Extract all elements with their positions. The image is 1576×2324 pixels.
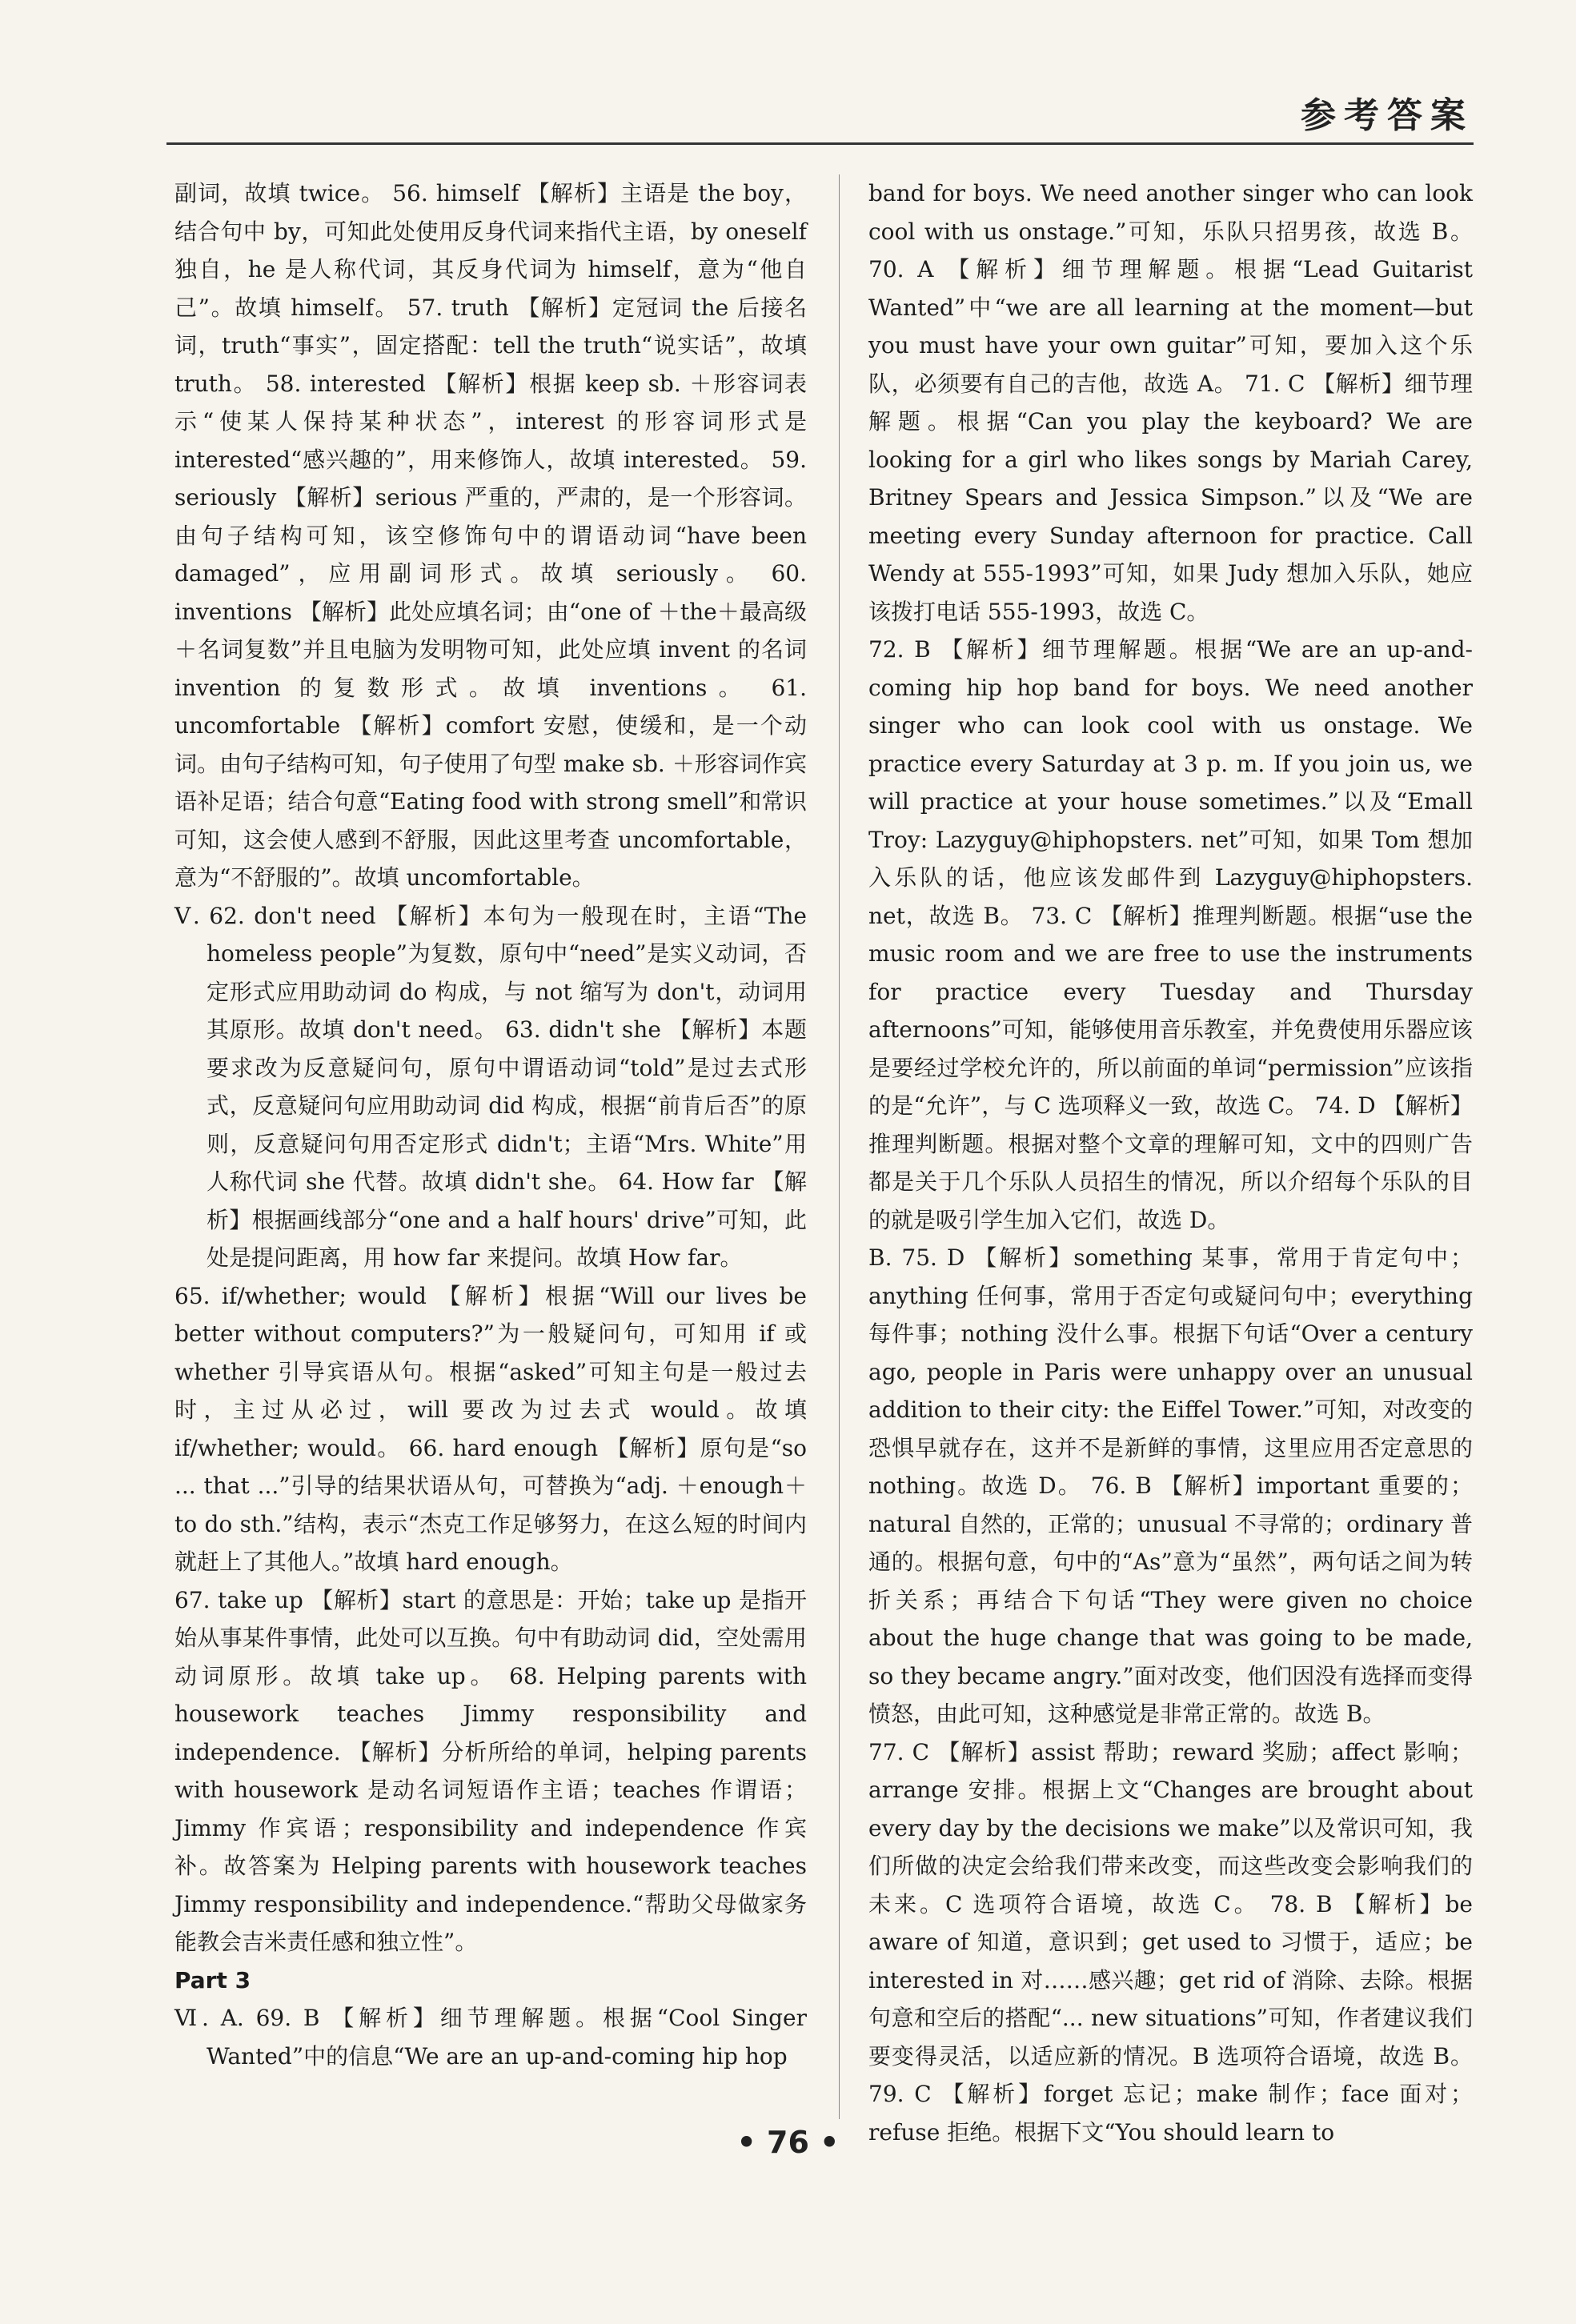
right-column xyxy=(868,174,1473,2151)
part-heading: Part 3 xyxy=(174,1966,251,1993)
answer-paragraph: 72. B 【解析】细节理解题。根据“We are an up-and-coming hip hop band for boys. We need another singer who can look cool with us onstage. We practice every Saturday at 3 p. m. If you join us, we will practice at your house sometimes.”以及“Emall Troy: Lazyguy@hiphopsters. net”可知，如果 Tom 想加入乐队的话，他应该发邮件到 Lazyguy@hiphopsters. net，故选 B。 73. C 【解析】推理判断题。根据“use the music room and we are free to use the instruments for practice every Tuesday and Thursday afternoons”可知，能够使用音乐教室，并免费使用乐器应该是要经过学校允许的，所以前面的单词“permission”应该指的是“允许”，与 C 选项释义一致，故选 C。 74. D 【解析】推理判断题。根据对整个文章的理解可知，文中的四则广告都是关于几个乐队人员招生的情况，所以介绍每个乐队的目的就是吸引学生加入它们，故选 D。 xyxy=(868,636,1473,1233)
column-divider xyxy=(839,174,840,2119)
section-vi-paragraph: Ⅵ. A. 69. B 【解析】细节理解题。根据“Cool Singer Wanted”中的信息“We are an up-and-coming hip hop xyxy=(174,2005,807,2070)
answer-paragraph: 77. C 【解析】assist 帮助；reward 奖励；affect 影响；arrange 安排。根据上文“Changes are brought about every day by the decisions we make”以及常识可知，我们所做的决定会给我们带来改变，而这些改变会影响我们的未来。C 选项符合语境，故选 C。 78. B 【解析】be aware of 知道，意识到；get used to 习惯于，适应；be interested in 对……感兴趣；get rid of 消除、去除。根据句意和空后的搭配“... new situations”可知，作者建议我们要变得灵活，以适应新的情况。B 选项符合语境，故选 B。 79. C 【解析】forget 忘记；make 制作；face 面对；refuse 拒绝。根据下文“You should learn to xyxy=(868,1738,1473,2146)
answer-paragraph: band for boys. We need another singer who can look cool with us onstage.”可知，乐队只招男孩，故选 B。 70. A 【解析】细节理解题。根据“Lead Guitarist Wanted”中“we are all learning at the moment—but you must have your own guitar”可知，要加入这个乐队，必须要有自己的吉他，故选 A。 71. C 【解析】细节理解题。根据“Can you play the keyboard? We are looking for a girl who likes songs by Mariah Carey, Britney Spears and Jessica Simpson.”以及“We are meeting every Sunday afternoon for practice. Call Wendy at 555-1993”可知，如果 Judy 想加入乐队，她应该拨打电话 555-1993，故选 C。 xyxy=(868,180,1473,625)
section-v-paragraph: Ⅴ. 62. don't need 【解析】本句为一般现在时，主语“The homeless people”为复数，原句中“need”是实义动词，否定形式应用助动词 do 构成，与 not 缩写为 don't，动词用其原形。故填 don't need。 63. didn't she 【解析】本题要求改为反意疑问句，原句中谓语动词“told”是过去式形式，反意疑问句应用助动词 did 构成，根据“前肯后否”的原则，反意疑问句用否定形式 didn't；主语“Mrs. White”用人称代词 she 代替。故填 didn't she。 64. How far 【解析】根据画线部分“one and a half hours' drive”可知，此处是提问距离，用 how far 来提问。故填 How far。 xyxy=(174,902,807,1271)
answer-paragraph: 副词，故填 twice。 56. himself 【解析】主语是 the boy，结合句中 by，可知此处使用反身代词来指代主语，by oneself 独自，he 是人称代词，其反身代词为 himself，意为“他自己”。故填 himself。 57. truth 【解析】定冠词 the 后接名词，truth“事实”，固定搭配：tell the truth“说实话”，故填 truth。 58. interested 【解析】根据 keep sb. ＋形容词表示“使某人保持某种状态”，interest 的形容词形式是 interested“感兴趣的”，用来修饰人，故填 interested。 59. seriously 【解析】serious 严重的，严肃的，是一个形容词。由句子结构可知，该空修饰句中的谓语动词“have been damaged”，应用副词形式。故填 seriously。 60. inventions 【解析】此处应填名词；由“one of ＋the＋最高级＋名词复数”并且电脑为发明物可知，此处应填 invent 的名词 invention 的复数形式。故填 inventions。 61. uncomfortable 【解析】comfort 安慰，使缓和，是一个动词。由句子结构可知，句子使用了句型 make sb. ＋形容词作宾语补足语；结合句意“Eating food with strong smell”和常识可知，这会使人感到不舒服，因此这里考查 uncomfortable，意为“不舒服的”。故填 uncomfortable。 xyxy=(174,180,807,891)
answer-paragraph: 65. if/whether; would 【解析】根据“Will our lives be better without computers?”为一般疑问句，可知用 if 或 whether 引导宾语从句。根据“asked”可知主句是一般过去时，主过从必过，will 要改为过去式 would。故填 if/whether; would。 66. hard enough 【解析】原句是“so ... that ...”引导的结果状语从句，可替换为“adj. ＋enough＋to do sth.”结构，表示“杰克工作足够努力，在这么短的时间内就赶上了其他人。”故填 hard enough。 xyxy=(174,1282,807,1575)
left-column xyxy=(174,174,807,2075)
section-b-paragraph: B. 75. D 【解析】something 某事，常用于肯定句中；anything 任何事，常用于否定句或疑问句中；everything 每件事；nothing 没什么事。根据下句话“Over a century ago, people in Paris were unhappy over an unusual addition to their city: the Eiffel Tower.”可知，对改变的恐惧早就存在，这并不是新鲜的事情，这里应用否定意思的 nothing。故选 D。 76. B 【解析】important 重要的；natural 自然的，正常的；unusual 不寻常的；ordinary 普通的。根据句意，句中的“As”意为“虽然”，两句话之间为转折关系；再结合下句话“They were given no choice about the huge change that was going to be made, so they became angry.”面对改变，他们因没有选择而变得愤怒，由此可知，这种感觉是非常正常的。故选 B。 xyxy=(868,1244,1473,1727)
header-divider xyxy=(166,142,1474,145)
page-number: • 76 • xyxy=(736,2125,840,2160)
page-header-title: 参考答案 xyxy=(1301,95,1474,136)
answer-paragraph: 67. take up 【解析】start 的意思是：开始；take up 是指开始从事某件事情，此处可以互换。句中有助动词 did，空处需用动词原形。故填 take up。 68. Helping parents with housework teaches Jimmy responsibility and independence. 【解析】分析所给的单词，helping parents with housework 是动名词短语作主语；teaches 作谓语；Jimmy 作宾语；responsibility and independence 作宾补。故答案为 Helping parents with housework teaches Jimmy responsibility and independence.“帮助父母做家务能教会吉米责任感和独立性”。 xyxy=(174,1586,807,1955)
